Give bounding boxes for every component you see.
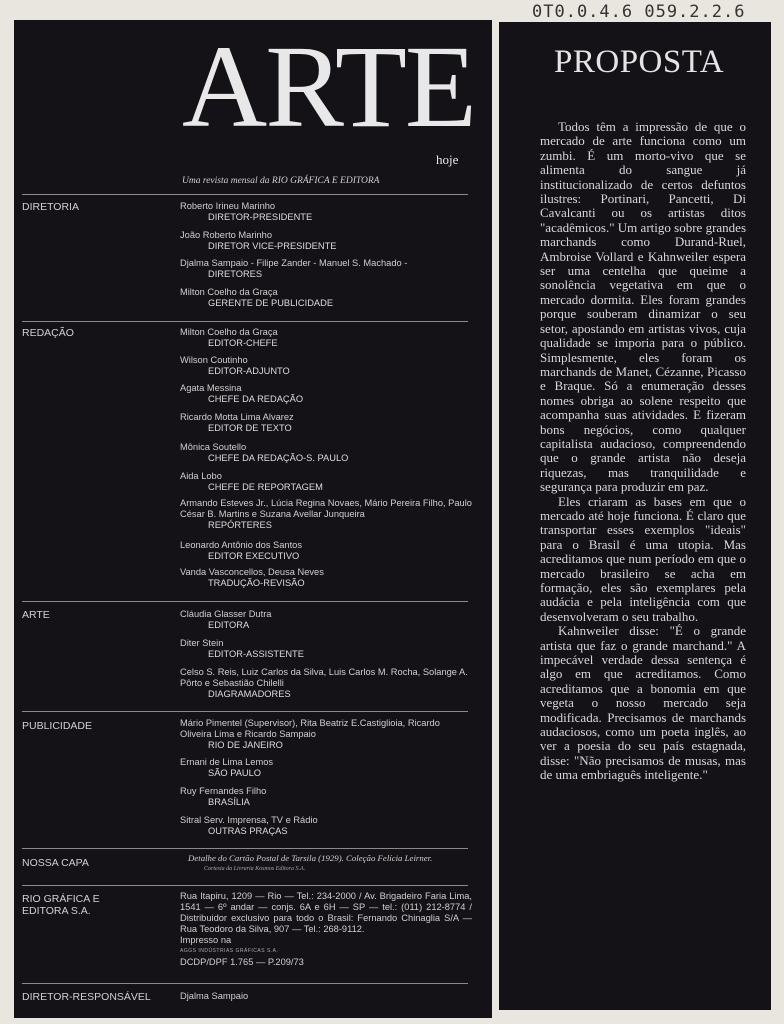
staff-entry: Agata Messina CHEFE DA REDAÇÃO [180,383,304,404]
publisher-address: Rua Itapiru, 1209 — Rio — Tel.: 234-2000 / Av. Brigadeiro Faria Lima, 1541 — 6º andar — conjs. 6A e 6H — SP — tel.: (011) 212-8774 / Distribuidor exclusivo para todo o Brasil: Fernando Chinaglia S/A — Rua Teodoro da Silva, 907 — Tel.: 268-9112. Impresso na AGGS INDÚSTRIAS GRÁFICAS S.A. DCDP/DPF 1.765 — P.209/73 [180,891,472,967]
magazine-logo: ARTE [182,21,475,152]
staff-entry: Djalma Sampaio [180,991,249,1001]
staff-entry: Milton Coelho da Graça GERENTE DE PUBLICIDADE [180,287,334,308]
staff-entry: Cláudia Glasser Dutra EDITORA [180,609,272,630]
paragraph: Todos têm a impressão de que o mercado de arte funciona como um zumbi. É um morto-vivo que se alimenta do sangue já institucionalizado de certos defuntos ilustres: Portinari, Pancetti, Di Cavalcanti ou os artistas ditos "acadêmicos." Um artigo sobre grandes marchands como Durand-Ruel, Ambroise Vollard e Kahnweiler espera ser uma centelha que queime a sonolência vegetativa em que o mercado dormita. Eles foram grandes porque souberam dinamizar o seu setor, apostando em artistas vivos, cuja qualidade se imporia para o público. Simplesmente, eles foram os marchands de Manet, Cézanne, Picasso e Braque. Só a enumeração desses nomes obriga ao solene respeito que acompanha suas atividades. E fizeram bons negócios, como qualquer capitalista audacioso, compreendendo que o grande artista não deseja riquezas, mas tranquilidade e segurança para produzir em paz. [540,119,746,495]
section-label-rio-grafica: RIO GRÁFICA E EDITORA S.A. [22,893,100,917]
staff-entry: João Roberto Marinho DIRETOR VICE-PRESIDENTE [180,230,337,251]
divider [22,885,468,886]
staff-entry: Vanda Vasconcellos, Deusa Neves TRADUÇÃO-REVISÃO [180,567,324,588]
divider [22,601,468,602]
staff-entry: Milton Coelho da Graça EDITOR-CHEFE [180,327,278,348]
paragraph: Eles criaram as bases em que o mercado até hoje funciona. É claro que transportar esses exemplos "ideais" para o Brasil é uma utopia. Mas acreditamos que num período em que o mercado brasileiro se acha em formação, eles são exemplares pela audácia e pela inteligência com que desenvolveram o seu trabalho. [540,493,746,624]
section-label-nossa-capa: NOSSA CAPA [22,857,89,869]
section-label-publicidade: PUBLICIDADE [22,720,93,732]
staff-entry: Aida Lobo CHEFE DE REPORTAGEM [180,471,323,492]
tagline: Uma revista mensal da RIO GRÁFICA E EDITORA [182,176,380,186]
staff-entry: Leonardo Antônio dos Santos EDITOR EXECUTIVO [180,540,302,561]
staff-entry: Sitral Serv. Imprensa, TV e Rádio OUTRAS PRAÇAS [180,815,318,836]
section-label-redacao: REDAÇÃO [22,327,74,339]
section-label-arte: ARTE [22,609,50,621]
cover-credit: Cortesia da Livraria Kosmos Editora S.A. [204,866,306,872]
proposta-body [540,120,746,783]
section-label-diretoria: DIRETORIA [22,201,79,213]
staff-entry: Wilson Coutinho EDITOR-ADJUNTO [180,355,290,376]
proposta-title: PROPOSTA [554,44,725,80]
divider [22,194,468,195]
paragraph: Kahnweiler disse: "É o grande artista que faz o grande marchand." A impecável verdade dessa sentença é algo em que acreditamos. Como acreditamos que a bonomia em que vegeta o nosso mercado seja modificada. Precisamos de marchands audaciosos, como um poeta inglês, ao ver a poesia do seu país estagnada, disse: "Não precisamos de musas, mas de uma embriaguês inteligente." [540,623,746,783]
cover-description: Detalhe do Cartão Postal de Tarsila (1929). Coleção Felícia Leirner. [188,853,433,863]
printer-name: AGGS INDÚSTRIAS GRÁFICAS S.A. [180,948,279,954]
masthead [182,21,475,168]
staff-entry: Djalma Sampaio - Filipe Zander - Manuel S. Machado - DIRETORES [180,258,408,279]
staff-entry: Mônica Soutello CHEFE DA REDAÇÃO-S. PAULO [180,442,349,463]
archive-stamp: 0T0.0.4.6 059.2.2.6 [532,2,746,22]
staff-entry: Mário Pimentel (Supervisor), Rita Beatriz E.Castiglioia, Ricardo Oliveira Lima e Ricardo Sampaio RIO DE JANEIRO [180,718,440,750]
divider [22,983,468,984]
staff-entry: Roberto Irineu Marinho DIRETOR-PRESIDENTE [180,201,313,222]
staff-entry: Ernani de Lima Lemos SÃO PAULO [180,757,274,778]
staff-entry: Diter Stein EDITOR-ASSISTENTE [180,638,304,659]
divider [22,321,468,322]
staff-entry: Armando Esteves Jr., Lúcia Regina Novaes, Mário Pereira Filho, Paulo César B. Martins e Suzana Avellar Junqueira REPÓRTERES [180,498,472,530]
divider [22,848,468,849]
magazine-logo-sub: hoje [436,152,459,167]
staff-entry: Celso S. Reis, Luiz Carlos da Silva, Luis Carlos M. Rocha, Solange A. Pôrto e Sebastião Chilelli DIAGRAMADORES [180,667,468,699]
divider [22,711,468,712]
staff-entry: Ruy Fernandes Filho BRASÍLIA [180,786,267,807]
staff-entry: Ricardo Motta Lima Alvarez EDITOR DE TEXTO [180,412,294,433]
section-label-diretor-responsavel: DIRETOR-RESPONSÁVEL [22,991,151,1003]
